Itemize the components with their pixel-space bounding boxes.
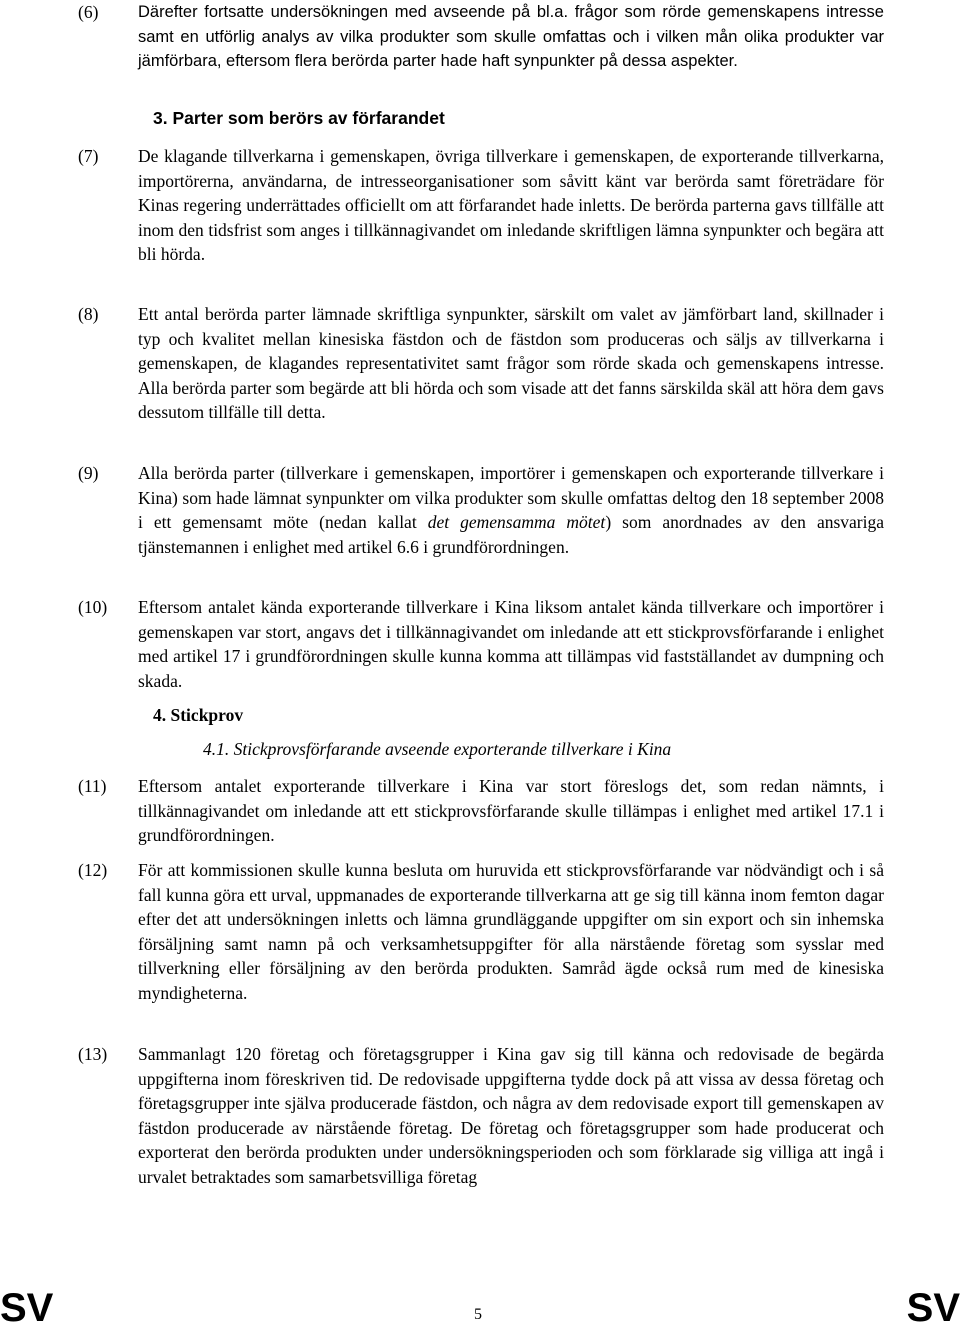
footer-language-left: SV: [0, 1286, 54, 1330]
section-heading-3: 3. Parter som berörs av förfarandet: [153, 108, 445, 128]
paragraph-number: (6): [78, 2, 99, 22]
paragraph-number: (12): [78, 860, 108, 880]
paragraph-text: Ett antal berörda parter lämnade skriftliga synpunkter, särskilt om valet av jämförbart land, skillnader i typ och kvalitet mellan kinesiska fästdon och de fästdon som produceras och säljs av tillverkarna i gemenskapen, de klagandes representativitet samt frågor som rörde skada och gemenskapens intresse. Alla berörda parter som begärde att bli hörda och som visade att det fanns särskilda skäl att höra dem gavs dessutom tillfälle till detta.: [138, 304, 884, 422]
paragraph-number: (10): [78, 597, 108, 617]
paragraph-number: (7): [78, 146, 99, 166]
section-heading-4: 4. Stickprov: [153, 705, 244, 725]
paragraph-text: [138, 461, 884, 559]
paragraph-text: Eftersom antalet kända exporterande tillverkare i Kina liksom antalet kända tillverkare och importörer i gemenskapen var stort, angavs det i tillkännagivandet om inledande att ett stickprovsförfarande i enlighet med artikel 17 i grundförordningen skulle kunna komma att tillämpas vid fastställandet av dumpning och skada.: [138, 597, 884, 691]
paragraph-number: (9): [78, 463, 99, 483]
defined-term: det gemensamma mötet: [427, 512, 606, 532]
paragraph-number: (11): [78, 776, 107, 796]
paragraph-text: För att kommissionen skulle kunna besluta om huruvida ett stickprovsförfarande var nödvändigt och i så fall kunna göra ett urval, uppmanades de exporterande tillverkarna att ge sig till känna inom femton dagar efter det att undersökningen inletts och lämna grundläggande uppgifter om sin export och sin inhemska försäljning samt namn på och verksamhetsuppgifter för alla närstående företag som sysslar med tillverkning eller försäljning av den berörda produkten. Samråd ägde också rum med de kinesiska myndigheterna.: [138, 860, 884, 1003]
paragraph-text: Eftersom antalet exporterande tillverkare i Kina var stort föreslogs det, som redan nämnts, i tillkännagivandet om inledande att ett stickprovsförfarande skulle tillämpas i enlighet med artikel 17.1 i grundförordningen.: [138, 776, 884, 845]
paragraph-text-after: ) som anordnades av den ansvariga tjänstemannen i enlighet med artikel 6.6 i grundförordningen.: [138, 512, 884, 557]
paragraph-text: Sammanlagt 120 företag och företagsgrupper i Kina gav sig till känna och redovisade de begärda uppgifterna inom föreskriven tid. De redovisade uppgifterna tydde dock på att vissa av dessa företag och företagsgrupper inte själva producerade fästdon, och några av dem redovisade export till gemenskapen av fästdon producerade av närstående företag. De företag och företagsgrupper som hade producerat och exporterat den berörda produkten under undersökningsperioden och som förklarade sig villiga att ingå i urvalet betraktades som samarbetsvilliga företag: [138, 1044, 884, 1187]
paragraph-number: (13): [78, 1044, 108, 1064]
subsection-heading-4-1: 4.1. Stickprovsförfarande avseende exporterande tillverkare i Kina: [203, 739, 672, 759]
page-number: 5: [474, 1306, 482, 1323]
paragraph-text-before: Alla berörda parter (tillverkare i gemenskapen, importörer i gemenskapen och exporterande tillverkare i Kina) som hade lämnat synpunkter om vilka produkter som skulle omfattas deltog den 18 september 2008 i ett gemensamt möte (nedan kallat: [138, 463, 884, 532]
paragraph-number: (8): [78, 304, 99, 324]
paragraph-text: Därefter fortsatte undersökningen med avseende på bl.a. frågor som rörde gemenskapens intresse samt en utförlig analys av vilka produkter som skulle omfattas och i vilken mån olika produkter var jämförbara, eftersom flera berörda parter hade haft synpunkter på dessa aspekter.: [138, 3, 884, 70]
paragraph-text: De klagande tillverkarna i gemenskapen, övriga tillverkare i gemenskapen, de exporterande tillverkarna, importörerna, användarna, de intresseorganisationer som såvitt känt var berörda samt företrädare för Kinas regering underrättades officiellt om att förfarandet hade inletts. De berörda parterna gavs tillfälle att inom den tidsfrist som anges i tillkännagivandet om inledande skriftligen lämna synpunkter och begära att bli hörda.: [138, 146, 884, 264]
footer-language-right: SV: [906, 1286, 960, 1330]
